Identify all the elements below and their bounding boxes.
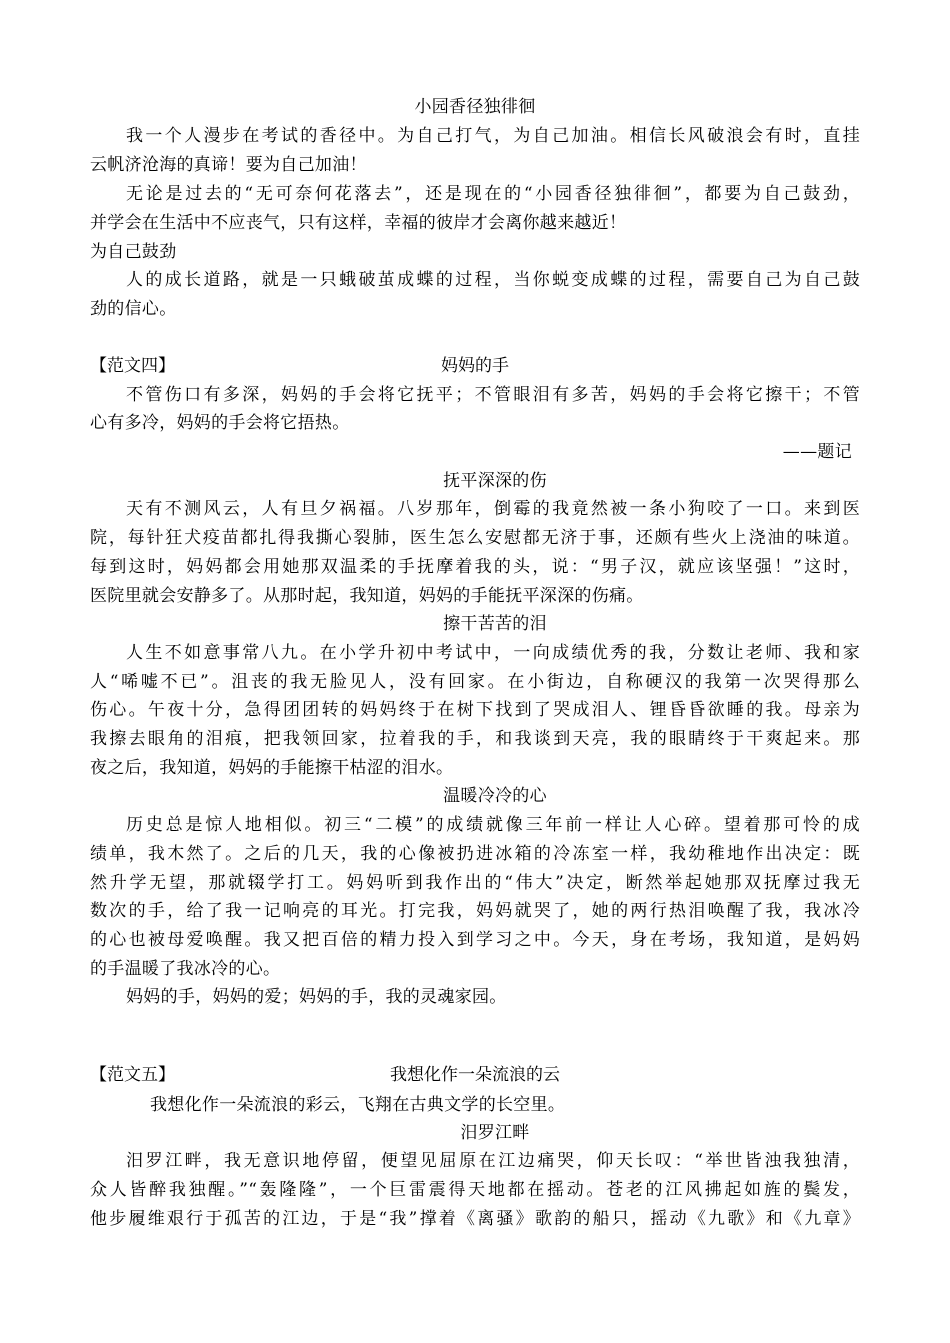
paragraph-line: 人生不如意事常八九。在小学升初中考试中，一向成绩优秀的我，分数让老师、我和家 <box>126 643 860 663</box>
paragraph-line: 历史总是惊人地相似。初三“二模”的成绩就像三年前一样让人心碎。望着那可怜的成 <box>126 815 860 835</box>
paragraph-line: 众人皆醉我独醒。”“轰隆隆”，一个巨雷震得天地都在摇动。苍老的江风拂起如旌的鬓发， <box>90 1180 860 1200</box>
paragraph-line: 医院里就会安静多了。从那时起，我知道，妈妈的手能抚平深深的伤痛。 <box>90 586 644 606</box>
epigraph-line: 心有多冷，妈妈的手会将它捂热。 <box>90 413 350 433</box>
paragraph-line: 我擦去眼角的泪痕，把我领回家，拉着我的手，和我谈到天亮，我的眼睛终于干爽起来。那 <box>90 729 860 749</box>
paragraph-line: 伤心。午夜十分，急得团团转的妈妈终于在树下找到了哭成泪人、锂昏昏欲睡的我。母亲为 <box>90 700 860 720</box>
paragraph-line: 每到这时，妈妈都会用她那双温柔的手抚摩着我的头，说：“男子汉，就应该坚强！”这时， <box>90 557 860 577</box>
paragraph-line: 他步履维艰行于孤苦的江边，于是“我”撑着《离骚》歌韵的船只，摇动《九歌》和《九章》 <box>90 1209 860 1229</box>
paragraph-line: 劲的信心。 <box>90 299 177 319</box>
epigraph-signature: ——题记 <box>782 442 852 462</box>
paragraph-line: 的心也被母爱唤醒。我又把百倍的精力投入到学习之中。今天，身在考场，我知道，是妈妈 <box>90 930 860 950</box>
paragraph-line: 并学会在生活中不应丧气，只有这样，幸福的彼岸才会离你越来越近！ <box>90 213 627 233</box>
subsection-title: 汨罗江畔 <box>460 1123 530 1143</box>
subsection-title: 抚平深深的伤 <box>443 471 547 491</box>
essay-heading <box>90 356 860 376</box>
paragraph-line: 人的成长道路，就是一只蛾破茧成蝶的过程，当你蜕变成蝶的过程，需要自己为自己鼓 <box>126 270 860 290</box>
closing-line: 妈妈的手，妈妈的爱；妈妈的手，我的灵魂家园。 <box>126 987 507 1007</box>
paragraph-line: 汨罗江畔，我无意识地停留，便望见屈原在江边痛哭，仰天长叹：“举世皆浊我独清， <box>126 1151 860 1171</box>
subsection-title: 温暖冷冷的心 <box>443 786 547 806</box>
essay-label: 【范文五】 <box>90 1065 175 1085</box>
paragraph-line: 人“唏嘘不已”。沮丧的我无脸见人，没有回家。在小街边，自称硬汉的我第一次哭得那么 <box>90 672 860 692</box>
subsection-title: 擦干苦苦的泪 <box>443 614 547 634</box>
section-title: 小园香径独徘徊 <box>414 97 536 117</box>
paragraph-line: 绩单，我木然了。之后的几天，我的心像被扔进冰箱的冷冻室一样，我幼稚地作出决定：既 <box>90 844 860 864</box>
intro-line: 我想化作一朵流浪的彩云，飞翔在古典文学的长空里。 <box>150 1095 566 1115</box>
essay-heading <box>90 1065 860 1085</box>
essay-title: 我想化作一朵流浪的云 <box>390 1065 560 1085</box>
paragraph-line: 然升学无望，那就辍学打工。妈妈听到我作出的“伟大”决定，断然举起她那双抚摩过我无 <box>90 873 860 893</box>
essay-title: 妈妈的手 <box>441 356 509 376</box>
paragraph-line: 无论是过去的“无可奈何花落去”，还是现在的“小园香径独徘徊”，都要为自己鼓劲， <box>126 184 860 204</box>
paragraph-line: 天有不测风云，人有旦夕祸福。八岁那年，倒霉的我竟然被一条小狗咬了一口。来到医 <box>126 499 860 519</box>
paragraph-line: 数次的手，给了我一记响亮的耳光。打完我，妈妈就哭了，她的两行热泪唤醒了我，我冰冷 <box>90 901 860 921</box>
paragraph-line: 的手温暖了我冰冷的心。 <box>90 959 281 979</box>
subsection-title: 为自己鼓劲 <box>90 242 177 262</box>
essay-label: 【范文四】 <box>90 356 175 376</box>
paragraph-line: 院，每针狂犬疫苗都扎得我撕心裂肺，医生怎么安慰都无济于事，还颇有些火上浇油的味道。 <box>90 528 860 548</box>
paragraph-line: 云帆济沧海的真谛！要为自己加油！ <box>90 155 367 175</box>
paragraph-line: 我一个人漫步在考试的香径中。为自己打气，为自己加油。相信长风破浪会有时，直挂 <box>126 126 860 146</box>
epigraph-line: 不管伤口有多深，妈妈的手会将它抚平；不管眼泪有多苦，妈妈的手会将它擦干；不管 <box>126 385 860 405</box>
paragraph-line: 夜之后，我知道，妈妈的手能擦干枯涩的泪水。 <box>90 758 454 778</box>
